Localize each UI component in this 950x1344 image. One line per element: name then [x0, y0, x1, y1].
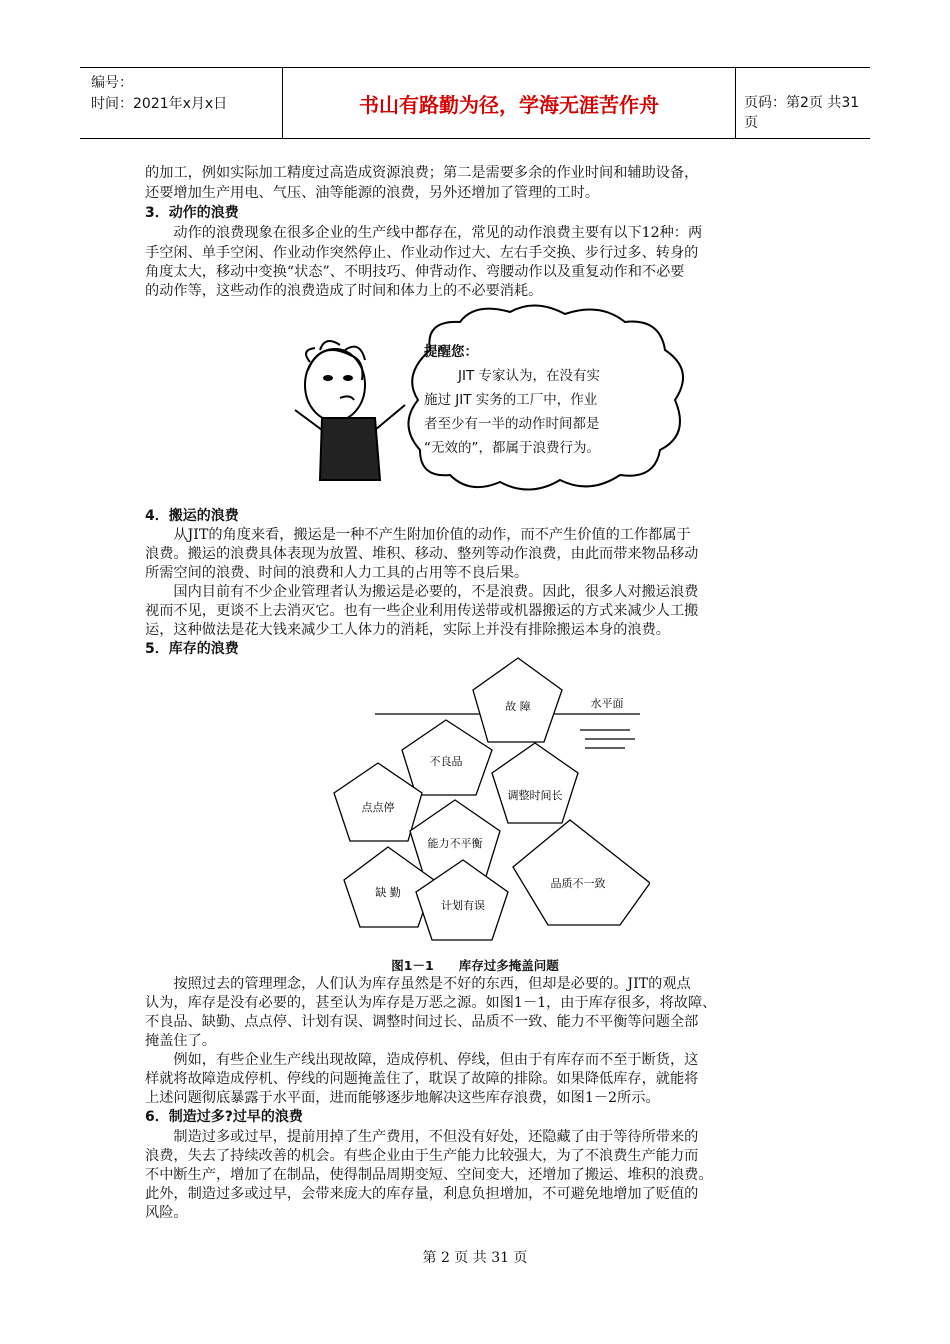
body-line: 的动作等，这些动作的浪费造成了时间和体力上的不必要消耗。 [145, 283, 543, 299]
callout-title: 提醒您： [424, 344, 478, 360]
body-line: 制造过多或过早，提前用掉了生产费用，不但没有好处，还隐藏了由于等待所带来的 [145, 1129, 699, 1145]
body-line: 不良品、缺勤、点点停、计划有误、调整时间过长、品质不一致、能力不平衡等问题全部 [145, 1014, 699, 1030]
body-line: 例如，有些企业生产线出现故障，造成停机、停线，但由于有库存而不至于断货，这 [145, 1052, 699, 1068]
body-line: 风险。 [145, 1205, 188, 1221]
body-line: 掩盖住了。 [145, 1033, 216, 1049]
callout-line: “无效的”，都属于浪费行为。 [424, 440, 600, 456]
body-line: 不中断生产，增加了在制品，使得制品周期变短、空间变大，还增加了搬运、堆积的浪费。 [145, 1167, 713, 1183]
body-line: 动作的浪费现象在很多企业的生产线中都存在，常见的动作浪费主要有以下12种：两 [145, 225, 703, 241]
body-line: 的加工，例如实际加工精度过高造成资源浪费；第二是需要多余的作业时间和辅助设备， [145, 165, 699, 181]
pentagon-label: 品质不一致 [550, 877, 606, 890]
section-heading: 3．动作的浪费 [145, 205, 239, 221]
section-heading: 6．制造过多?过早的浪费 [145, 1109, 303, 1125]
body-line: 按照过去的管理理念，人们认为库存虽然是不好的东西，但却是必要的。JIT的观点 [145, 976, 691, 992]
pentagon-label: 计划有误 [441, 899, 485, 912]
pentagon-label: 故 障 [505, 700, 531, 713]
body-line: 样就将故障造成停机、停线的问题掩盖住了，耽误了故障的排除。如果降低库存，就能将 [145, 1071, 699, 1087]
body-line: 角度太大，移动中变换“状态”、不明技巧、伸背动作、弯腰动作以及重复动作和不必要 [145, 264, 685, 280]
pentagon-diagram [330, 655, 650, 945]
body-line: 国内目前有不少企业管理者认为搬运是必要的，不是浪费。因此，很多人对搬运浪费 [145, 584, 699, 600]
body-line: 运，这种做法是花大钱来减少工人体力的消耗，实际上并没有排除搬运本身的浪费。 [145, 622, 670, 638]
body-line: 视而不见，更谈不上去消灭它。也有一些企业利用传送带或机器搬运的方式来减少人工搬 [145, 603, 699, 619]
pentagon-label: 缺 勤 [375, 886, 401, 899]
pentagon-label: 不良品 [429, 755, 463, 768]
body-line: 此外，制造过多或过早，会带来庞大的库存量，利息负担增加，不可避免地增加了贬值的 [145, 1186, 699, 1202]
header-motto: 书山有路勤为径，学海无涯苦作舟 [283, 68, 736, 138]
body-line: 还要增加生产用电、气压、油等能源的浪费，另外还增加了管理的工时。 [145, 185, 600, 201]
pentagon-label: 点点停 [361, 801, 395, 814]
callout-line: 者至少有一半的动作时间都是 [424, 416, 600, 432]
water-label: 水平面 [590, 697, 624, 710]
header-meta [80, 68, 283, 138]
body-line: 浪费，失去了持续改善的机会。有些企业由于生产能力比较强大，为了不浪费生产能力而 [145, 1148, 699, 1164]
page-footer: 第 2 页 共 31 页 [422, 1250, 528, 1266]
callout-line: 施过 JIT 实务的工厂中，作业 [424, 392, 598, 408]
body-line: 浪费。搬运的浪费具体表现为放置、堆积、移动、整列等动作浪费，由此而带来物品移动 [145, 546, 699, 562]
date-label: 时间：2021年x月x日 [91, 96, 228, 112]
section-heading: 5．库存的浪费 [145, 641, 239, 657]
pentagon-quality [513, 820, 650, 925]
page-header [80, 67, 870, 139]
body-line: 从JIT的角度来看，搬运是一种不产生附加价值的动作，而不产生价值的工作都属于 [145, 527, 691, 543]
figure-caption: 图1－1 库存过多掩盖问题 [391, 958, 559, 973]
body-line: 手空闲、单手空闲、作业动作突然停止、作业动作过大、左右手交换、步行过多、转身的 [145, 245, 699, 261]
body-line: 上述问题彻底暴露于水平面，进而能够逐步地解决这些库存浪费，如图1－2所示。 [145, 1090, 660, 1106]
header-page-label: 页码：第2页 共31页 [744, 95, 860, 131]
pentagon-label: 能力不平衡 [427, 837, 483, 850]
pentagon-label: 调整时间长 [507, 789, 563, 802]
callout-line: JIT 专家认为，在没有实 [458, 368, 601, 384]
section-heading: 4．搬运的浪费 [145, 508, 239, 524]
body-line: 认为，库存是没有必要的，甚至认为库存是万恶之源。如图1－1，由于库存很多，将故障、 [145, 995, 717, 1011]
body-line: 所需空间的浪费、时间的浪费和人力工具的占用等不良后果。 [145, 565, 529, 581]
number-label: 编号： [91, 75, 133, 91]
pentagon-setup [492, 743, 578, 823]
